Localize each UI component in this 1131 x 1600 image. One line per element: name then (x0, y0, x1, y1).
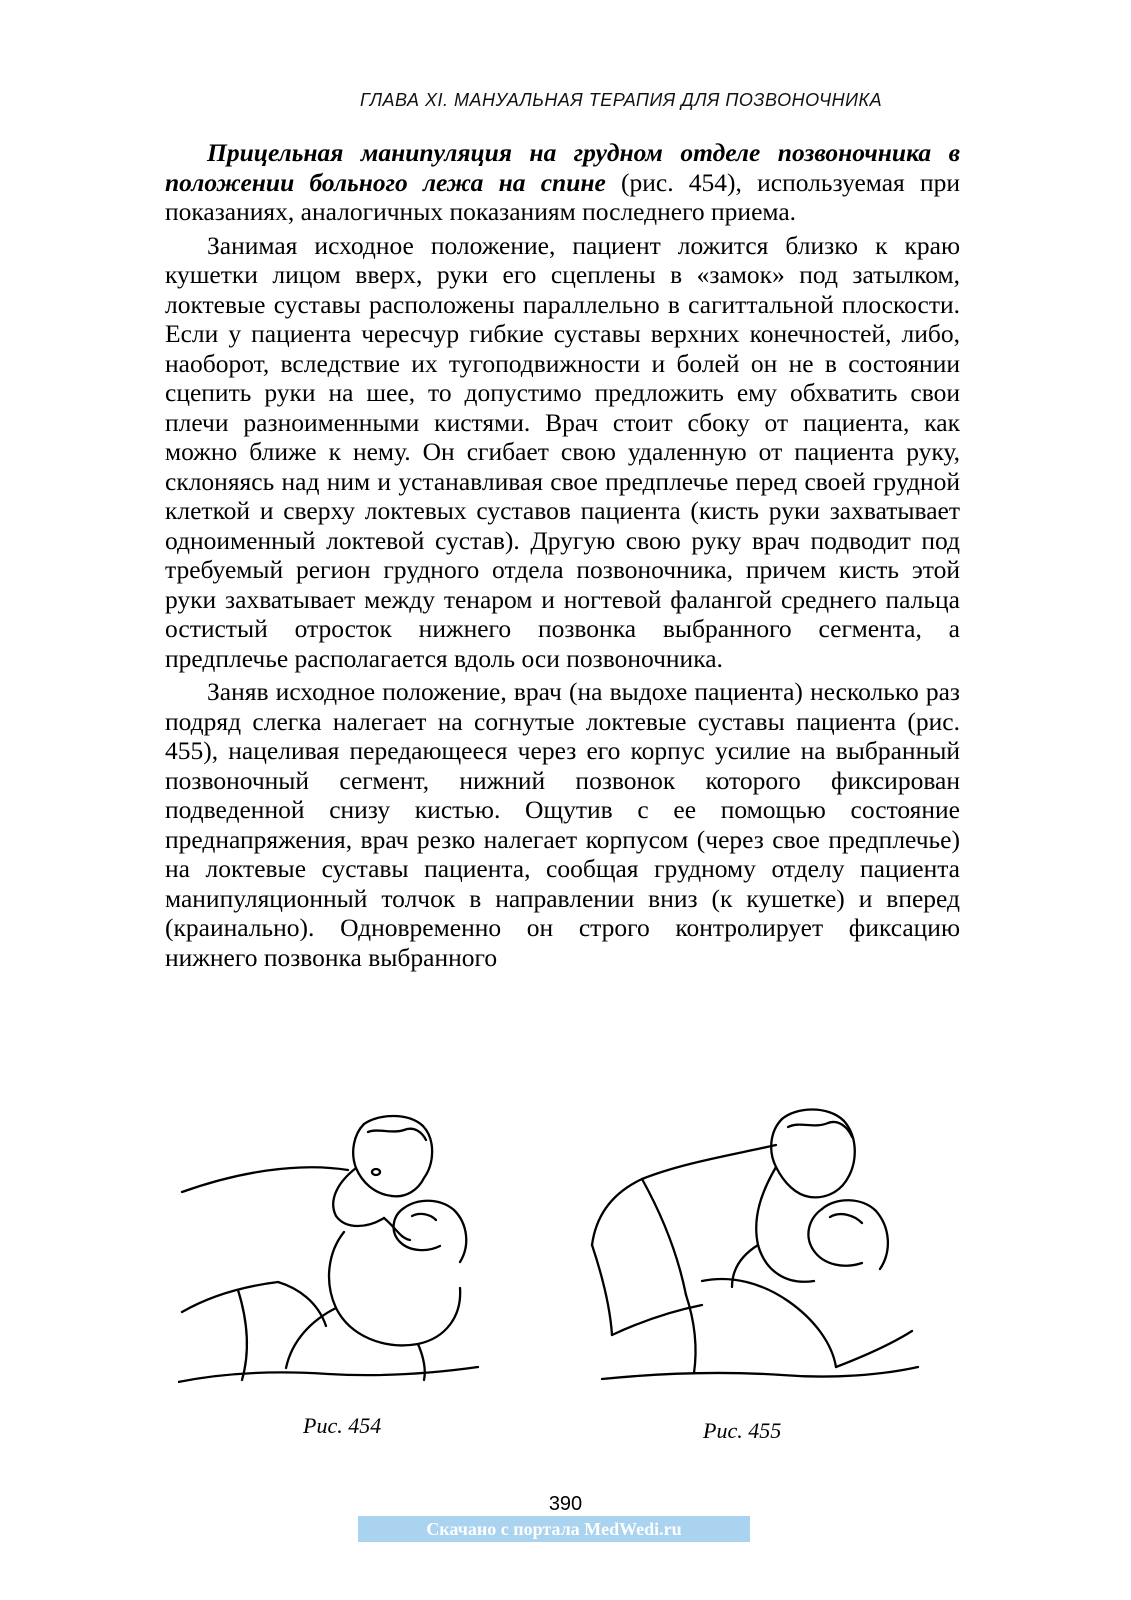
manipulation-drawing-455 (582, 1105, 920, 1395)
figure-455-illustration (582, 1105, 920, 1395)
body-text (165, 138, 960, 976)
lead-phrase: Прицельная манипуляция на грудном отделе позвоночника в положении больного лежа на спине (165, 138, 960, 197)
paragraph-1 (165, 138, 960, 227)
figure-caption-455: Рис. 455 (703, 1418, 782, 1443)
paragraph-2: Занимая исходное положение, пациент ложится близко к краю кушетки лицом вверх, руки его сцеплены в «замок» под затылком, локтевые суставы расположены параллельно в сагиттальной плоскости. Если у пациента чересчур гибкие суставы верхних конечностей, либо, наоборот, вследствие их тугоподвижности и болей он не в состоянии сцепить руки на шее, то допустимо предложить ему обхватить свои плечи разноименными кистями. Врач стоит сбоку от пациента, как можно ближе к нему. Он сгибает свою удаленную от пациента руку, склоняясь над ним и устанавливая свое предплечье перед своей грудной клеткой и сверху локтевых суставов пациента (кисть руки захватывает одноименный локтевой сустав). Другую свою руку врач подводит под требуемый регион грудного отдела позвоночника, причем кисть этой руки захватывает между тенаром и ногтевой фалангой среднего пальца остистый отросток нижнего позвонка выбранного сегмента, а предплечье располагается вдоль оси позвоночника. (165, 230, 960, 673)
paragraph-text: (рис. 454), используемая при показаниях, аналогичных показаниям последнего приема. (165, 167, 960, 226)
page-number: 390 (548, 1493, 583, 1515)
manipulation-drawing-454 (178, 1112, 496, 1395)
download-watermark: Скачано с портала MedWedi.ru (358, 1516, 750, 1542)
figure-caption-454: Рис. 454 (303, 1413, 382, 1438)
paragraph-3: Заняв исходное положение, врач (на выдохе пациента) несколько раз подряд слегка налегает на согнутые локтевые суставы пациента (рис. 455), нацеливая передающееся через его корпус усилие на выбранный позвоночный сегмент, нижний позвонок которого фиксирован подведенной снизу кистью. Ощутив с ее помощью состояние преднапряжения, врач резко налегает корпусом (через свое предплечье) на локтевые суставы пациента, сообщая грудному отделу пациента манипуляционный толчок в направлении вниз (к кушетке) и вперед (краинально). Одновременно он строго контролирует фиксацию нижнего позвонка выбранного (165, 677, 960, 972)
figure-454-illustration (178, 1112, 496, 1395)
running-head: ГЛАВА XI. МАНУАЛЬНАЯ ТЕРАПИЯ ДЛЯ ПОЗВОНОЧНИКА (360, 90, 883, 110)
